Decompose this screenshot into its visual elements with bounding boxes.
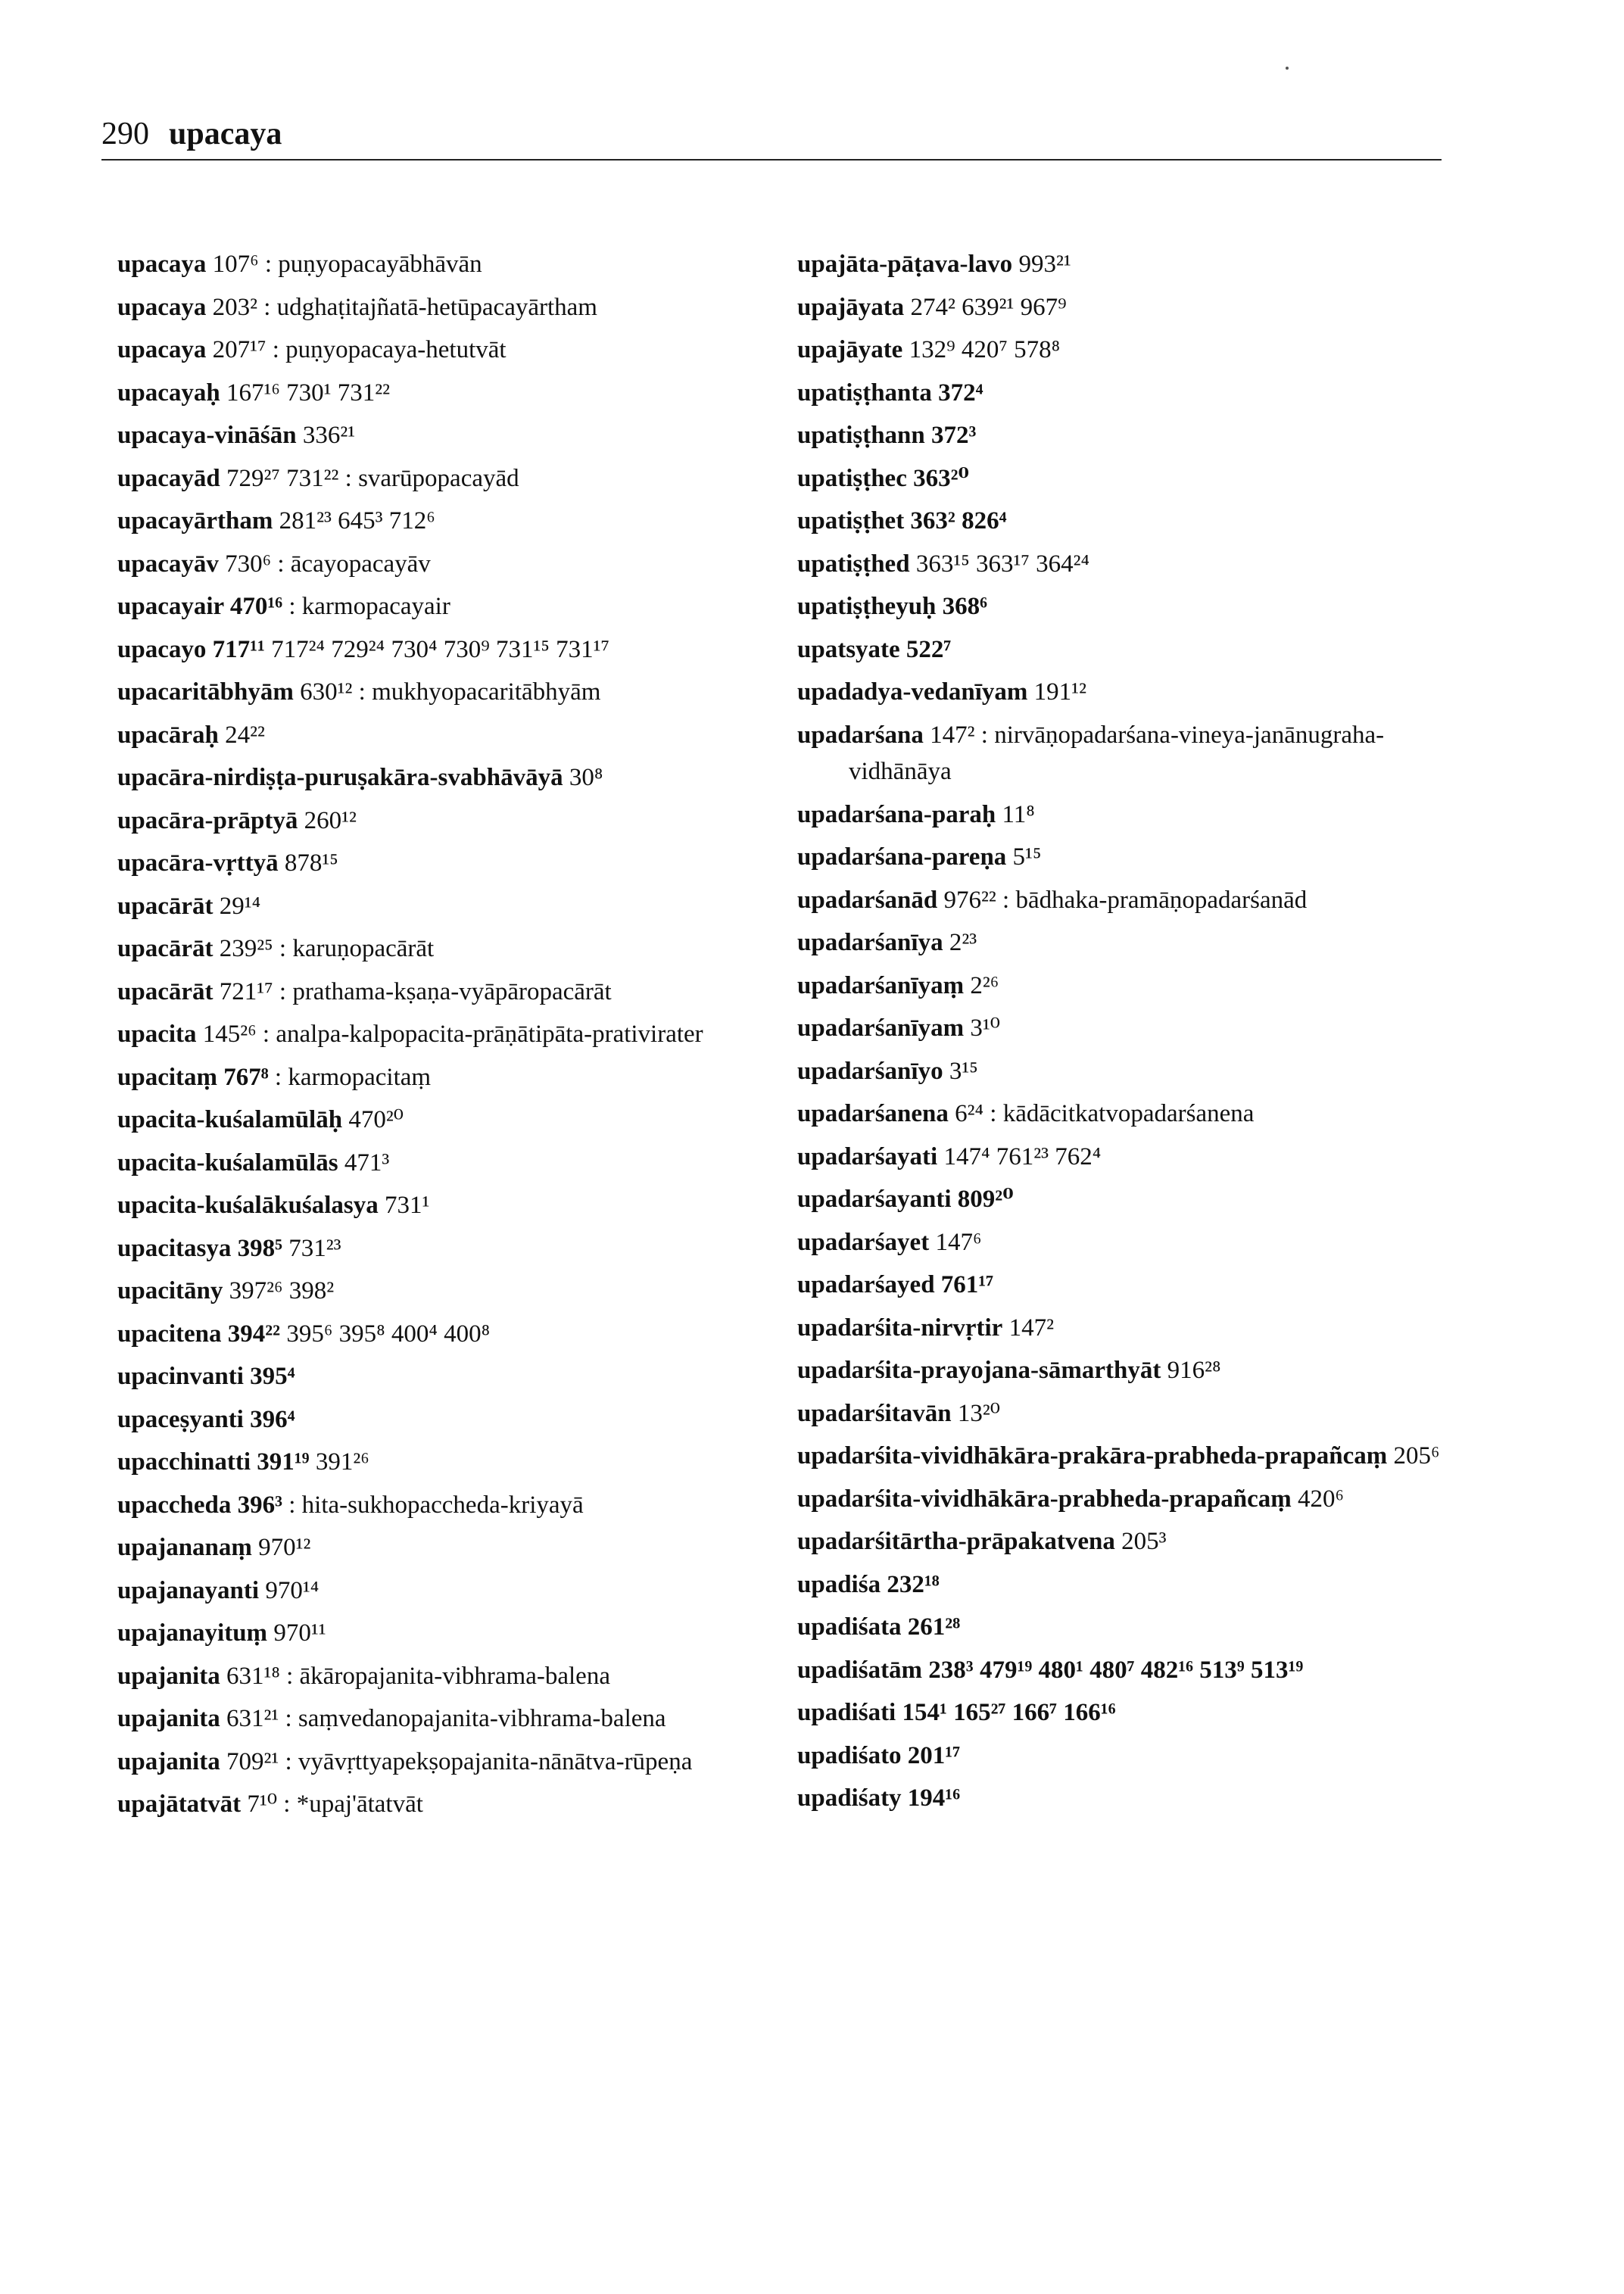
entry-references: 970¹²	[251, 1534, 311, 1561]
entry-headword: upajanita	[117, 1705, 220, 1732]
index-entry	[117, 1187, 799, 1224]
entry-headword: upaceṣyanti 396⁴	[117, 1405, 295, 1433]
index-entry	[797, 546, 1456, 583]
entry-headword: upacitaṃ 767⁸	[117, 1063, 269, 1091]
index-entry	[117, 1744, 799, 1781]
index-entry	[797, 332, 1456, 369]
index-entry	[117, 1572, 799, 1610]
entry-references: 976²² : bādhaka-pramāṇopadarśanād	[937, 886, 1308, 914]
index-entry	[117, 1059, 799, 1096]
index-entry	[797, 1523, 1456, 1560]
entry-references: 471³	[338, 1149, 390, 1177]
entry-headword: upatsyate 522⁷	[797, 635, 952, 663]
entry-headword: upacayād	[117, 464, 220, 492]
entry-headword: upadiśati 154¹ 165²⁷ 166⁷ 166¹⁶	[797, 1699, 1116, 1726]
entry-headword: upadarśanīya	[797, 929, 943, 956]
index-entry	[117, 503, 799, 540]
index-entry	[117, 1444, 799, 1481]
entry-references: 132⁹ 420⁷ 578⁸	[902, 336, 1061, 363]
index-entry	[117, 930, 799, 968]
entry-headword: upadarśana-paraḥ	[797, 800, 996, 828]
entry-headword: upacaritābhyām	[117, 678, 294, 706]
index-entry	[797, 1652, 1456, 1689]
entry-headword: upatiṣṭhann 372³	[797, 422, 977, 449]
entry-references: 13²⁰	[951, 1399, 1000, 1427]
index-entry	[797, 1010, 1456, 1047]
index-entry	[797, 968, 1456, 1005]
entry-headword: upacāra-nirdiṣṭa-puruṣakāra-svabhāvāyā	[117, 764, 563, 791]
entry-headword: upatiṣṭhanta 372⁴	[797, 379, 983, 407]
index-entry	[117, 1658, 799, 1695]
entry-references: 260¹²	[298, 806, 357, 834]
entry-headword: upatiṣṭhed	[797, 550, 910, 578]
index-entry	[117, 1145, 799, 1182]
entry-references: 147⁶	[929, 1228, 982, 1256]
entry-headword: upacayo 717¹¹	[117, 635, 265, 663]
right-column	[797, 246, 1456, 1823]
entry-headword: upadiśaty 194¹⁶	[797, 1784, 961, 1812]
entry-references: 420⁶	[1291, 1485, 1345, 1513]
index-entry	[797, 1352, 1456, 1389]
entry-headword: upadarśana-pareṇa	[797, 843, 1007, 871]
entry-headword: upadarśana	[797, 721, 924, 749]
entry-references: 145²⁶ : analpa-kalpopacita-prāṇātipāta-prativirater	[196, 1021, 703, 1048]
entry-references: 721¹⁷ : prathama-kṣaṇa-vyāpāropacārāt	[213, 977, 612, 1005]
entry-references: 24²²	[218, 721, 265, 749]
index-entry	[117, 1700, 799, 1738]
entry-headword: upacaya	[117, 336, 207, 363]
index-entry	[117, 888, 799, 925]
entry-references: 2²³	[943, 929, 977, 956]
index-entry	[797, 882, 1456, 919]
index-entry	[797, 460, 1456, 497]
entry-headword: upacitasya 398⁵	[117, 1234, 282, 1262]
entry-references: : hita-sukhopaccheda-kriyayā	[282, 1491, 584, 1519]
entry-headword: upacita	[117, 1021, 197, 1048]
running-headword: upacaya	[169, 117, 282, 151]
entry-headword: upadarśanād	[797, 886, 938, 914]
header-rule	[101, 159, 1442, 161]
entry-references: 3¹⁰	[964, 1015, 1000, 1042]
index-entry	[117, 417, 799, 454]
index-entry	[797, 717, 1456, 790]
entry-headword: upadiśata 261²⁸	[797, 1613, 961, 1641]
index-entry	[117, 546, 799, 583]
entry-headword: upacita-kuśalākuśalasya	[117, 1192, 379, 1219]
index-entry	[797, 1780, 1456, 1817]
entry-references: : karmopacayair	[282, 593, 450, 620]
entry-headword: upacāra-prāptyā	[117, 806, 298, 834]
entry-references: 470²⁰	[342, 1106, 404, 1133]
entry-references: 731¹	[378, 1192, 430, 1219]
speck-mark	[1286, 67, 1289, 70]
entry-references: 363¹⁵ 363¹⁷ 364²⁴	[909, 550, 1090, 578]
entry-headword: upacāra-vṛttyā	[117, 849, 279, 877]
entry-headword: upadarśita-nirvṛtir	[797, 1314, 1003, 1342]
entry-references: 207¹⁷ : puṇyopacaya-hetutvāt	[206, 336, 507, 363]
entry-references: 167¹⁶ 730¹ 731²²	[220, 379, 391, 407]
entry-references: 5¹⁵	[1006, 843, 1042, 871]
entry-references: 731²³	[282, 1234, 341, 1262]
entry-headword: upacaya-vināśān	[117, 422, 297, 449]
index-entry	[797, 1566, 1456, 1604]
entry-headword: upacayair 470¹⁶	[117, 593, 283, 620]
index-entry	[117, 845, 799, 882]
entry-headword: upacayārtham	[117, 507, 273, 535]
entry-headword: upadarśanīyam	[797, 1015, 965, 1042]
entry-headword: upatiṣṭhet 363² 826⁴	[797, 507, 1007, 535]
entry-references: 30⁸	[563, 764, 603, 791]
index-entry	[797, 1267, 1456, 1304]
entry-headword: upacchinatti 391¹⁹	[117, 1448, 310, 1476]
entry-headword: upadarśayed 761¹⁷	[797, 1271, 994, 1298]
index-entry	[117, 332, 799, 369]
index-entry	[117, 1615, 799, 1652]
index-entry	[117, 1273, 799, 1310]
index-entry	[117, 1529, 799, 1566]
entry-headword: upacārāt	[117, 892, 214, 920]
entry-references: 878¹⁵	[278, 849, 338, 877]
entry-headword: upadarśayet	[797, 1228, 930, 1256]
index-entry	[117, 974, 799, 1011]
entry-headword: upajanayanti	[117, 1576, 260, 1604]
entry-references: 631²¹ : saṃvedanopajanita-vibhrama-balena	[220, 1705, 666, 1732]
entry-headword: upajanayituṃ	[117, 1619, 268, 1647]
index-entry	[797, 246, 1456, 283]
index-entry	[797, 375, 1456, 412]
entry-headword: upadarśanīyaṃ	[797, 971, 965, 999]
entry-headword: upadarśita-prayojana-sāmarthyāt	[797, 1357, 1161, 1384]
index-entry	[797, 674, 1456, 711]
index-entry	[797, 1181, 1456, 1218]
index-entry	[797, 796, 1456, 834]
left-column	[117, 246, 799, 1829]
entry-headword: upajātatvāt	[117, 1791, 242, 1818]
index-entry	[117, 246, 799, 283]
entry-references: 970¹¹	[267, 1619, 326, 1647]
entry-references: 147²	[1002, 1314, 1054, 1342]
index-entry	[117, 1102, 799, 1139]
entry-references: 709²¹ : vyāvṛttyapekṣopajanita-nānātva-rūpeṇa	[220, 1747, 693, 1775]
index-entry	[117, 289, 799, 326]
index-entry	[117, 588, 799, 625]
entry-references: 3¹⁵	[943, 1057, 978, 1085]
index-entry	[797, 631, 1456, 669]
index-entry	[797, 839, 1456, 876]
index-entry	[117, 1401, 799, 1438]
entry-headword: upajananaṃ	[117, 1534, 252, 1561]
entry-references: 391²⁶	[309, 1448, 369, 1476]
entry-headword: upadiśa 232¹⁸	[797, 1570, 940, 1598]
entry-references: 107⁶ : puṇyopacayābhāvān	[206, 251, 482, 278]
entry-references: 730⁶ : ācayopacayāv	[218, 550, 431, 578]
entry-headword: upadarśita-vividhākāra-prakāra-prabheda-prapañcaṃ	[797, 1442, 1388, 1470]
entry-references: 993²¹	[1012, 251, 1071, 278]
entry-headword: upadarśitārtha-prāpakatvena	[797, 1528, 1115, 1555]
entry-references: 630¹² : mukhyopacaritābhyām	[293, 678, 601, 706]
index-entry	[797, 289, 1456, 326]
entry-headword: upadarśanīyo	[797, 1057, 943, 1085]
index-entry	[117, 1016, 799, 1053]
entry-headword: upacita-kuśalamūlāḥ	[117, 1106, 343, 1133]
entry-headword: upacārāt	[117, 935, 214, 962]
entry-headword: upajāyata	[797, 293, 905, 321]
entry-references: 203² : udghaṭitajñatā-hetūpacayārtham	[206, 293, 597, 321]
entry-headword: upadarśitavān	[797, 1399, 952, 1427]
entry-references: 631¹⁸ : ākāropajanita-vibhrama-balena	[220, 1662, 610, 1690]
entry-references: 395⁶ 395⁸ 400⁴ 400⁸	[280, 1320, 491, 1348]
index-entry	[117, 717, 799, 754]
entry-references: 281²³ 645³ 712⁶	[273, 507, 435, 535]
index-entry	[797, 417, 1456, 454]
index-entry	[797, 1053, 1456, 1090]
index-entry	[797, 1438, 1456, 1475]
index-entry	[117, 1487, 799, 1524]
entry-references: 147⁴ 761²³ 762⁴	[937, 1142, 1102, 1170]
entry-headword: upajāyate	[797, 336, 903, 363]
entry-headword: upacayaḥ	[117, 379, 220, 407]
index-entry	[797, 1694, 1456, 1731]
entry-headword: upadarśayanti 809²⁰	[797, 1186, 1014, 1213]
entry-references: 147² : nirvāṇopadarśana-vineya-janānugraha-vidhānāya	[849, 721, 1385, 785]
index-entry	[117, 674, 799, 711]
entry-references: : karmopacitaṃ	[268, 1063, 432, 1091]
entry-references: 239²⁵ : karuṇopacārāt	[213, 935, 435, 962]
entry-headword: upacita-kuśalamūlās	[117, 1149, 338, 1177]
index-entry	[117, 1230, 799, 1267]
entry-headword: upadarśanena	[797, 1100, 949, 1127]
entry-headword: upacitāny	[117, 1277, 223, 1304]
index-entry	[797, 1481, 1456, 1518]
entry-references: 191¹²	[1027, 678, 1086, 706]
entry-references: 11⁸	[996, 800, 1035, 828]
entry-headword: upadadya-vedanīyam	[797, 678, 1028, 706]
entry-headword: upadiśatām 238³ 479¹⁹ 480¹ 480⁷ 482¹⁶ 513⁹ 513¹⁹	[797, 1656, 1304, 1684]
entry-references: 274² 639²¹ 967⁹	[904, 293, 1067, 321]
index-entry	[797, 503, 1456, 540]
entry-references: 336²¹	[296, 422, 356, 449]
entry-references: 205⁶	[1387, 1442, 1440, 1470]
index-entry	[117, 1786, 799, 1823]
entry-headword: upadarśayati	[797, 1142, 938, 1170]
index-entry	[797, 588, 1456, 625]
index-entry	[117, 1316, 799, 1353]
index-entry	[117, 375, 799, 412]
entry-headword: upacaya	[117, 293, 207, 321]
entry-headword: upacitena 394²²	[117, 1320, 281, 1348]
index-entry	[797, 1096, 1456, 1133]
entry-headword: upacāraḥ	[117, 721, 219, 749]
entry-references: 7¹⁰ : *upaj'ātatvāt	[241, 1791, 423, 1818]
entry-references: 29¹⁴	[213, 892, 261, 920]
running-head	[101, 115, 1442, 153]
index-entry	[797, 1738, 1456, 1775]
index-entry	[797, 1310, 1456, 1347]
entry-references: 717²⁴ 729²⁴ 730⁴ 730⁹ 731¹⁵ 731¹⁷	[264, 635, 609, 663]
page-number: 290	[101, 117, 149, 151]
entry-headword: upacinvanti 395⁴	[117, 1363, 295, 1390]
entry-headword: upadarśita-vividhākāra-prabheda-prapañcaṃ	[797, 1485, 1292, 1513]
entry-headword: upajanita	[117, 1662, 220, 1690]
index-entry	[797, 924, 1456, 962]
entry-headword: upajanita	[117, 1747, 220, 1775]
index-entry	[117, 803, 799, 840]
index-entry	[797, 1395, 1456, 1432]
entry-references: 970¹⁴	[259, 1576, 320, 1604]
entry-headword: upacārāt	[117, 977, 214, 1005]
index-entry	[797, 1224, 1456, 1261]
index-entry	[797, 1609, 1456, 1646]
entry-headword: upacayāv	[117, 550, 219, 578]
entry-references: 916²⁸	[1161, 1357, 1221, 1384]
entry-references: 397²⁶ 398²	[223, 1277, 335, 1304]
index-entry	[117, 631, 799, 669]
entry-headword: upadiśato 201¹⁷	[797, 1741, 961, 1769]
entry-references: 729²⁷ 731²² : svarūpopacayād	[220, 464, 519, 492]
entry-headword: upacaya	[117, 251, 207, 278]
entry-references: 2²⁶	[964, 971, 999, 999]
entry-references: 6²⁴ : kādācitkatvopadarśanena	[948, 1100, 1255, 1127]
entry-headword: upatiṣṭhec 363²⁰	[797, 464, 969, 492]
index-entry	[117, 1358, 799, 1395]
entry-headword: upatiṣṭheyuḥ 368⁶	[797, 593, 988, 620]
index-entry	[117, 460, 799, 497]
index-entry	[797, 1139, 1456, 1176]
index-entry	[117, 759, 799, 796]
entry-headword: upaccheda 396³	[117, 1491, 282, 1519]
entry-headword: upajāta-pāṭava-lavo	[797, 251, 1013, 278]
entry-references: 205³	[1114, 1528, 1167, 1555]
